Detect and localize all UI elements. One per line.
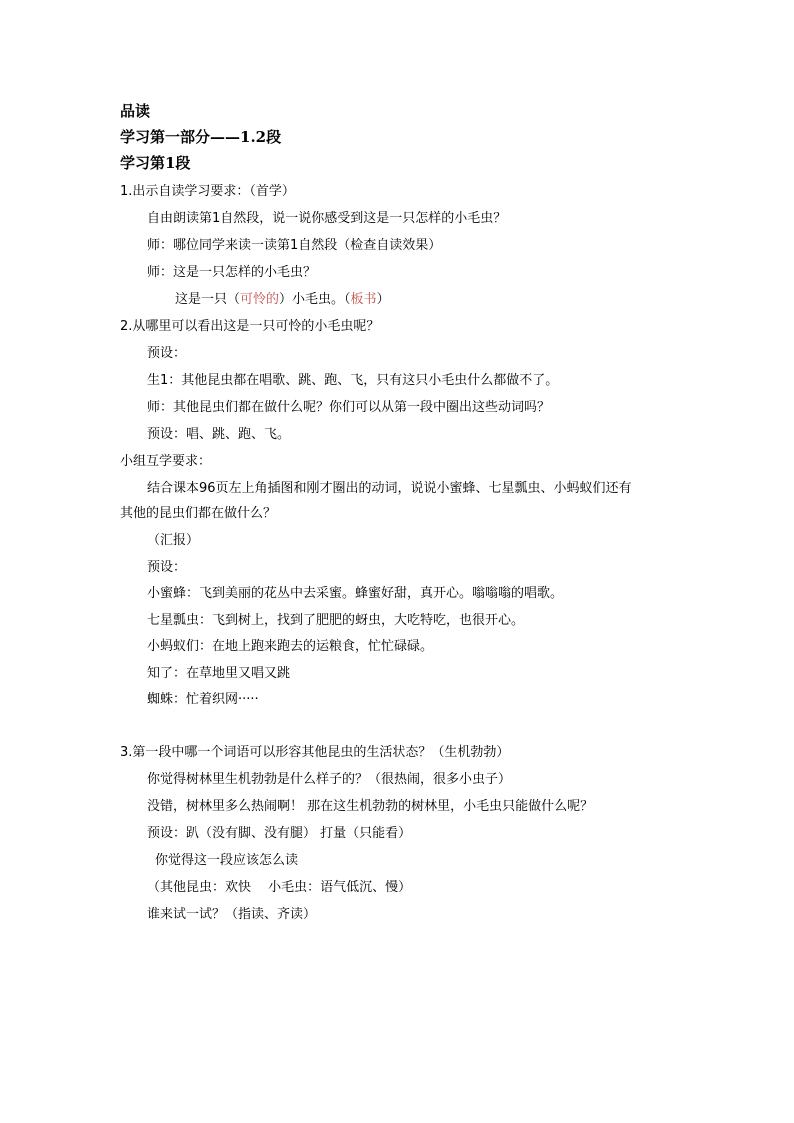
text-fragment: 这是一只（	[175, 292, 241, 307]
step-3-title: 3.第一段中哪一个词语可以形容其他昆虫的生活状态？（生机勃勃）	[120, 745, 510, 760]
paragraph: 师：这是一只怎样的小毛虫？	[147, 265, 317, 280]
paragraph: 预设：	[147, 346, 187, 361]
heading-part-one: 学习第一部分——1.2段	[120, 128, 282, 146]
heading-section-one: 学习第1段	[120, 154, 191, 172]
paragraph: （其他昆虫：欢快 小毛虫：语气低沉、慢）	[147, 880, 412, 895]
paragraph: 蜘蛛：忙着织网·····	[147, 692, 259, 707]
board-note-label: 板书	[350, 292, 377, 307]
paragraph: 没错，树林里多么热闹啊！ 那在这生机勃勃的树林里，小毛虫只能做什么呢？	[147, 799, 594, 814]
paragraph: 预设：唱、跳、跑、飞。	[147, 427, 291, 442]
text-fragment: ）小毛虫。（	[279, 292, 351, 307]
paragraph: 你觉得树林里生机勃勃是什么样子的？（很热闹，很多小虫子）	[147, 772, 512, 787]
paragraph: 预设：	[147, 560, 187, 575]
group-study-title: 小组互学要求：	[120, 454, 212, 469]
paragraph-continued: 其他的昆虫们都在做什么？	[120, 506, 277, 521]
step-2-title: 2.从哪里可以看出这是一只可怜的小毛虫呢？	[120, 319, 380, 334]
paragraph: 预设：趴（没有脚、没有腿） 打量（只能看）	[147, 826, 412, 841]
board-note-line	[175, 291, 390, 309]
step-1-title: 1.出示自读学习要求：（首学）	[120, 184, 295, 199]
paragraph: 你觉得这一段应该怎么读	[155, 853, 299, 868]
text-fragment: ）	[376, 292, 390, 307]
paragraph: 谁来试一试？（指读、齐读）	[147, 907, 317, 922]
paragraph: 师：其他昆虫们都在做什么呢？你们可以从第一段中圈出这些动词吗？	[147, 400, 551, 415]
paragraph: 七星瓢虫：飞到树上，找到了肥肥的蚜虫，大吃特吃，也很开心。	[147, 613, 525, 628]
paragraph: 自由朗读第1自然段，说一说你感受到这是一只怎样的小毛虫？	[147, 211, 507, 226]
paragraph: 结合课本96页左上角插图和刚才圈出的动词，说说小蜜蜂、七星瓢虫、小蚂蚁们还有	[147, 481, 632, 496]
paragraph: 小蚂蚁们：在地上跑来跑去的运粮食，忙忙碌碌。	[147, 639, 434, 654]
paragraph: （汇报）	[147, 533, 200, 548]
paragraph: 小蜜蜂：飞到美丽的花丛中去采蜜。蜂蜜好甜，真开心。嗡嗡嗡的唱歌。	[147, 586, 564, 601]
highlight-word: 可怜的	[240, 292, 280, 307]
paragraph: 生1：其他昆虫都在唱歌、跳、跑、飞，只有这只小毛虫什么都做不了。	[147, 373, 559, 388]
heading-pindu: 品读	[120, 102, 151, 120]
paragraph: 知了：在草地里又唱又跳	[147, 666, 291, 681]
paragraph: 师：哪位同学来读一读第1自然段（检查自读效果）	[147, 238, 442, 253]
